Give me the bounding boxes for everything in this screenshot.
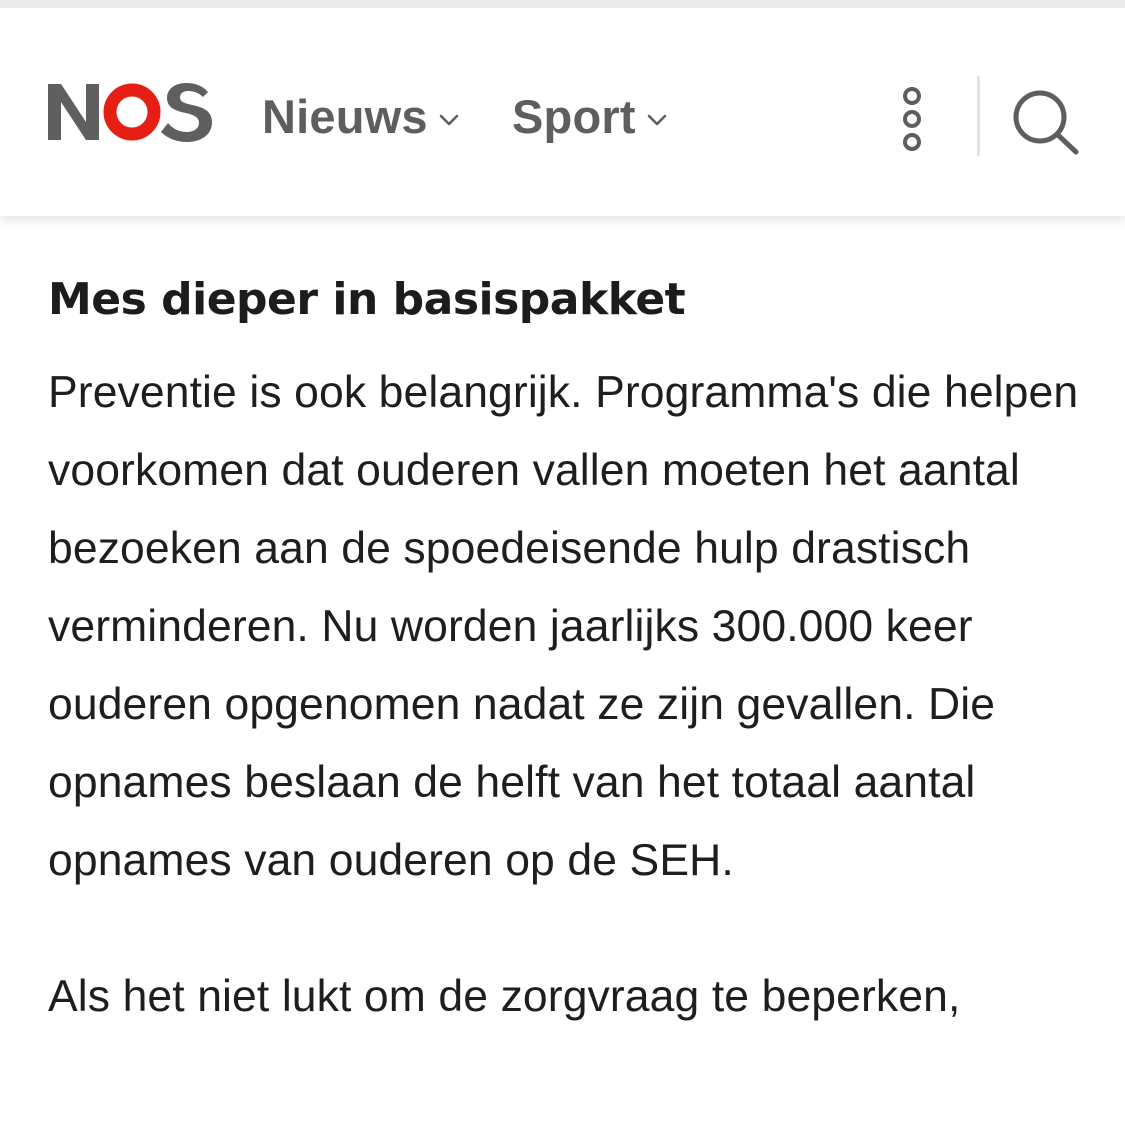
chevron-down-icon xyxy=(438,113,460,127)
article-paragraph: Als het niet lukt om de zorgvraag te beperken, xyxy=(48,972,961,1021)
site-header xyxy=(0,8,1125,216)
article-paragraph: Preventie is ook belangrijk. Programma's die helpen voorkomen dat ouderen vallen moeten het aantal bezoeken aan de spoedeisende hulp drastisch verminderen. Nu worden jaarlijks 300.000 keer ouderen opgenomen nadat ze zijn gevallen. Die opnames beslaan de helft van het totaal aantal opnames van ouderen op de SEH. xyxy=(48,368,1079,885)
nav-item-nieuws-label: Nieuws xyxy=(262,89,428,143)
status-bar-strip xyxy=(0,0,1125,8)
nav-item-sport[interactable] xyxy=(512,88,668,144)
nos-logo[interactable] xyxy=(48,80,216,144)
header-divider xyxy=(977,76,980,156)
nav-item-nieuws[interactable] xyxy=(262,88,460,144)
search-button[interactable] xyxy=(1008,86,1084,158)
nos-logo-mark xyxy=(48,80,216,144)
section-heading: Mes dieper in basispakket xyxy=(48,274,686,325)
nav-item-sport-label: Sport xyxy=(512,89,636,143)
chevron-down-icon xyxy=(646,113,668,127)
more-vertical-icon xyxy=(894,82,930,156)
article-body xyxy=(48,216,1098,1036)
more-menu-button[interactable] xyxy=(894,82,930,156)
search-icon xyxy=(1008,86,1084,158)
